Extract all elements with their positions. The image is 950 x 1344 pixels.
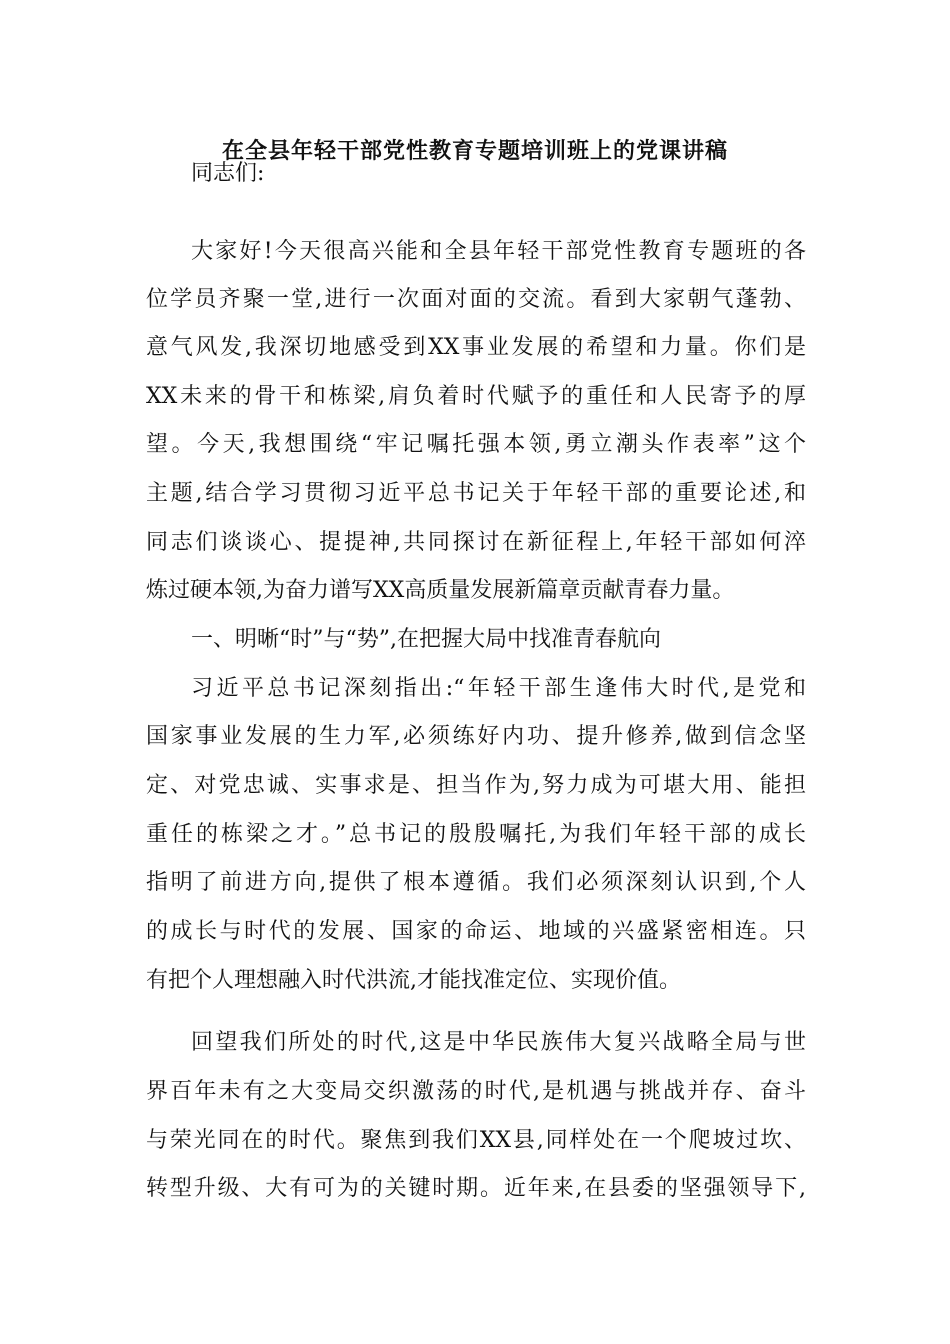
paragraph-line: 指明了前进方向,提供了根本遵循。我们必须深刻认识到,个人 [146,870,806,895]
paragraph-line: 的成长与时代的发展、国家的命运、地域的兴盛紧密相连。只 [146,919,806,944]
paragraph-line: 国家事业发展的生力军,必须练好内功、提升修养,做到信念坚 [146,724,806,749]
paragraph-line: 界百年未有之大变局交织激荡的时代,是机遇与挑战并存、奋斗 [146,1079,806,1104]
paragraph-line: 炼过硬本领,为奋力谱写XX高质量发展新篇章贡献青春力量。 [146,578,735,603]
salutation-line: 同志们: [191,161,265,186]
paragraph-line: 位学员齐聚一堂,进行一次面对面的交流。看到大家朝气蓬勃、 [146,287,806,312]
paragraph-line: 习近平总书记深刻指出:“年轻干部生逢伟大时代,是党和 [191,676,806,701]
section-heading: 一、明晰“时”与“势”,在把握大局中找准青春航向 [191,627,661,652]
paragraph-line: 同志们谈谈心、提提神,共同探讨在新征程上,年轻干部如何淬 [146,530,806,555]
paragraph-line: 定、对党忠诚、实事求是、担当作为,努力成为可堪大用、能担 [146,773,806,798]
paragraph-line: 重任的栋梁之才。”总书记的殷殷嘱托,为我们年轻干部的成长 [146,822,806,847]
paragraph-line: XX未来的骨干和栋梁,肩负着时代赋予的重任和人民寄予的厚 [146,384,806,409]
paragraph-line: 望。今天,我想围绕“牢记嘱托强本领,勇立潮头作表率”这个 [146,432,806,457]
paragraph-line: 回望我们所处的时代,这是中华民族伟大复兴战略全局与世 [191,1030,806,1055]
paragraph-line: 主题,结合学习贯彻习近平总书记关于年轻干部的重要论述,和 [146,481,806,506]
paragraph-line: 与荣光同在的时代。聚焦到我们XX县,同样处在一个爬坡过坎、 [146,1128,806,1153]
document-title: 在全县年轻干部党性教育专题培训班上的党课讲稿 [221,138,728,164]
paragraph-line: 转型升级、大有可为的关键时期。近年来,在县委的坚强领导下, [146,1176,806,1201]
paragraph-line: 大家好!今天很高兴能和全县年轻干部党性教育专题班的各 [191,239,806,264]
paragraph-line: 意气风发,我深切地感受到XX事业发展的希望和力量。你们是 [146,335,806,360]
paragraph-line: 有把个人理想融入时代洪流,才能找准定位、实现价值。 [146,968,681,993]
